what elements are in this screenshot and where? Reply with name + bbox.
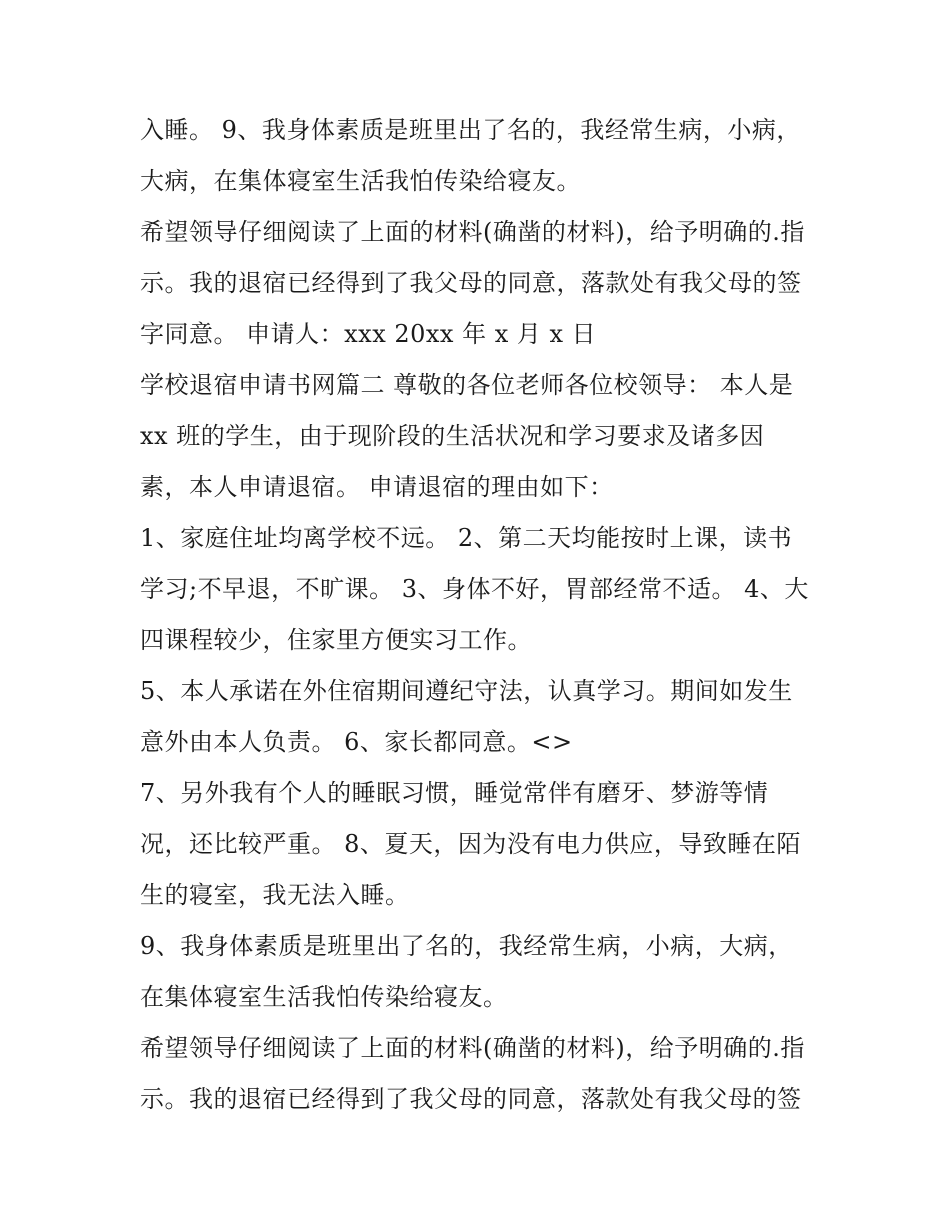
text-line: 大病，在集体寝室生活我怕传染给寝友。 xyxy=(140,167,581,195)
text-line: 入睡。 9、我身体素质是班里出了名的，我经常生病，小病， xyxy=(140,116,801,144)
text-line: 9、我身体素质是班里出了名的，我经常生病，小病，大病， xyxy=(140,932,793,960)
text-line: 示。我的退宿已经得到了我父母的同意，落款处有我父母的签 xyxy=(140,269,802,297)
text-line: 1、家庭住址均离学校不远。 2、第二天均能按时上课，读书 xyxy=(140,524,793,552)
text-line: 素，本人申请退宿。 申请退宿的理由如下： xyxy=(140,473,614,501)
text-line: 学习;不早退，不旷课。 3、身体不好，胃部经常不适。 4、大 xyxy=(140,575,809,603)
text-line: 况，还比较严重。 8、夏天，因为没有电力供应，导致睡在陌 xyxy=(140,830,801,858)
text-line: 在集体寝室生活我怕传染给寝友。 xyxy=(140,983,508,1011)
text-line: 字同意。 申请人：xxx 20xx 年 x 月 x 日 xyxy=(140,320,597,348)
text-line: xx 班的学生，由于现阶段的生活状况和学习要求及诸多因 xyxy=(140,422,765,450)
text-line: 7、另外我有个人的睡眠习惯，睡觉常伴有磨牙、梦游等情 xyxy=(140,779,769,807)
text-line: 四课程较少，住家里方便实习工作。 xyxy=(140,626,532,654)
text-line: 示。我的退宿已经得到了我父母的同意，落款处有我父母的签 xyxy=(140,1085,802,1113)
text-line: 意外由本人负责。 6、家长都同意。<> xyxy=(140,728,573,756)
text-line: 生的寝室，我无法入睡。 xyxy=(140,881,410,909)
text-line: 5、本人承诺在外住宿期间遵纪守法，认真学习。期间如发生 xyxy=(140,677,793,705)
text-line: 希望领导仔细阅读了上面的材料(确凿的材料)，给予明确的.指 xyxy=(140,1034,805,1062)
text-line: 希望领导仔细阅读了上面的材料(确凿的材料)，给予明确的.指 xyxy=(140,218,805,246)
text-line: 学校退宿申请书网篇二 尊敬的各位老师各位校领导： 本人是 xyxy=(140,371,794,399)
